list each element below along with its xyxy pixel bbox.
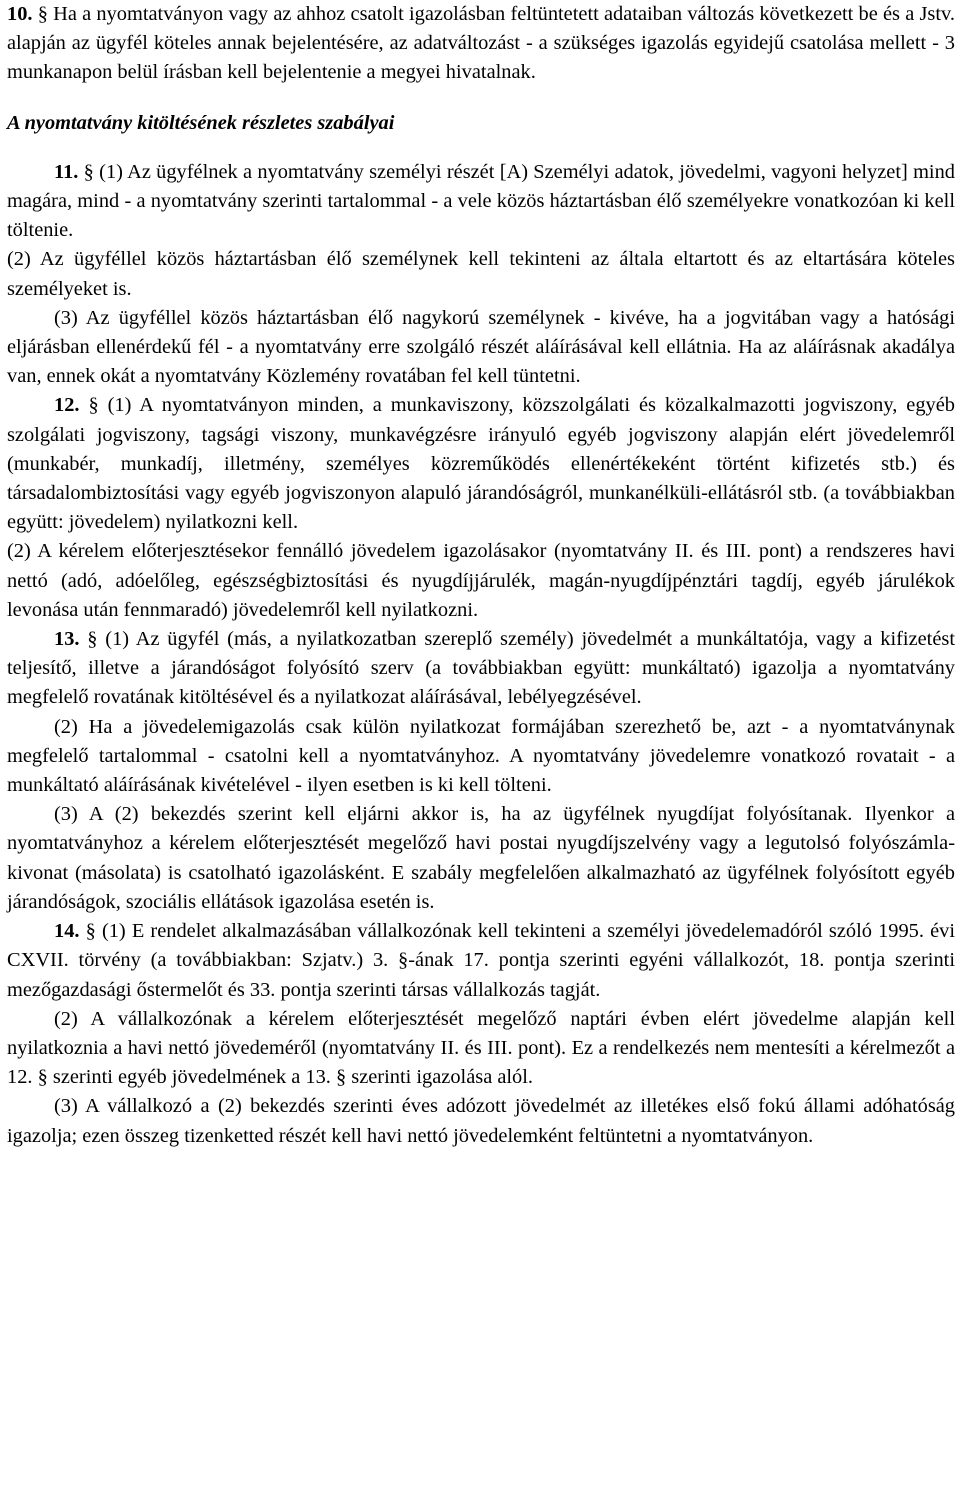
paragraph-11-1 <box>7 158 955 246</box>
section-number-10: 10. <box>7 3 33 25</box>
paragraph-13-1-text: § (1) Az ügyfél (más, a nyilatkozatban szereplő személy) jövedelmét a munkáltatója, vagy a kifizetést teljesítő, illetve a járandóságot folyósító szerv (a továbbiakban együtt: munkáltató) igazolja a nyomtatvány megfelelő rovatának kitöltésével és a nyilatkozat aláírásával, lebélyegzésével. <box>7 628 955 709</box>
paragraph-11-3: (3) Az ügyféllel közös háztartásban élő nagykorú személynek - kivéve, ha a jogvitában vagy a hatósági eljárásban ellenérdekű fél - a nyomtatvány erre szolgáló részét aláírásával kell ellátnia. Ha az aláírásnak akadálya van, ennek okát a nyomtatvány Közlemény rovatában fel kell tüntetni. <box>7 306 955 388</box>
paragraph-11-1-text: § (1) Az ügyfélnek a nyomtatvány személyi részét [A) Személyi adatok, jövedelmi, vagyoni helyzet] mind magára, mind - a nyomtatvány szerinti tartalommal - a vele közös háztartásban élő személyekre vonatkozóan ki kell töltenie. <box>7 160 955 242</box>
paragraph-13-1 <box>7 625 955 713</box>
paragraph-14-3: (3) A vállalkozó a (2) bekezdés szerinti éves adózott jövedelmét az illetékes első fokú állami adóhatóság igazolja; ezen összeg tizenketted részét kell havi nettó jövedelemként feltüntetni a nyomtatványon. <box>7 1095 955 1147</box>
section-number-11: 11. <box>54 160 79 183</box>
paragraph-14-1-text: § (1) E rendelet alkalmazásában vállalkozónak kell tekinteni a személyi jövedelemadóról szóló 1995. évi CXVII. törvény (a továbbiakban: Szjatv.) 3. §-ának 17. pontja szerinti egyéni vállalkozót, 18. pontja szerinti mezőgazdasági őstermelőt és 33. pontja szerinti társas vállalkozás tagját. <box>7 920 955 1001</box>
section-heading: A nyomtatvány kitöltésének részletes szabályai <box>7 111 395 134</box>
paragraph-14-1 <box>7 917 955 1005</box>
paragraph-13-2: (2) Ha a jövedelemigazolás csak külön nyilatkozat formájában szerezhető be, azt - a nyomtatványnak megfelelő tartalommal - csatolni kell a nyomtatványhoz. A nyomtatvány jövedelemre vonatkozó rovatait - a munkáltató aláírásának kivételével - ilyen esetben is ki kell tölteni. <box>7 715 955 797</box>
paragraph-12-2: (2) A kérelem előterjesztésekor fennálló jövedelem igazolásakor (nyomtatvány II. és III. pont) a rendszeres havi nettó (adó, adóelőleg, egészségbiztosítási és nyugdíjjárulék, magán-nyugdíjpénztári tagdíj, egyéb járulékok levonása után fennmaradó) jövedelemről kell nyilatkozni. <box>7 540 955 621</box>
paragraph-14-2: (2) A vállalkozónak a kérelem előterjesztését megelőző naptári évben elért jövedelme alapján kell nyilatkoznia a havi nettó jövedeméről (nyomtatvány II. és III. pont). Ez a rendelkezés nem mentesíti a kérelmezőt a 12. § szerinti egyéb jövedelmének a 13. § szerinti igazolása alól. <box>7 1007 955 1089</box>
paragraph-12-1-text: § (1) A nyomtatványon minden, a munkaviszony, közszolgálati és közalkalmazotti jogviszony, egyéb szolgálati jogviszony, tagsági viszony, munkavégzésre irányuló egyéb jogviszony alapján elért jövedelemről (munkabér, munkadíj, illetmény, személyes közreműködés ellenértékeként történt kifizetés stb.) és társadalombiztosítási vagy egyéb jogviszonyon alapuló járandóságról, munkanélküli-ellátásról stb. (a továbbiakban együtt: jövedelem) nyilatkozni kell. <box>7 394 955 534</box>
paragraph-10 <box>7 0 955 88</box>
paragraph-10-text: § Ha a nyomtatványon vagy az ahhoz csatolt igazolásban feltüntetett adataiban változás következett be és a Jstv. alapján az ügyfél köteles annak bejelentésére, az adatváltozást - a szükséges igazolás egyidejű csatolása mellett - 3 munkanapon belül írásban kell bejelentenie a megyei hivatalnak. <box>7 3 955 84</box>
paragraph-13-3: (3) A (2) bekezdés szerint kell eljárni akkor is, ha az ügyfélnek nyugdíjat folyósítanak. Ilyenkor a nyomtatványhoz a kérelem előterjesztését megelőző havi postai nyugdíjszelvény vagy a legutolsó folyószámla-kivonat (másolata) is csatolható igazolásként. E szabály megfelelően alkalmazható az ügyfélnek folyósított egyéb járandóságok, szociális ellátások igazolása esetén is. <box>7 803 955 913</box>
paragraph-12-1 <box>7 391 955 537</box>
paragraph-11-2: (2) Az ügyféllel közös háztartásban élő személynek kell tekinteni az általa eltartott és az eltartására köteles személyeket is. <box>7 248 955 300</box>
section-number-12: 12. <box>54 394 80 417</box>
section-number-14: 14. <box>54 920 80 943</box>
section-number-13: 13. <box>54 628 80 651</box>
